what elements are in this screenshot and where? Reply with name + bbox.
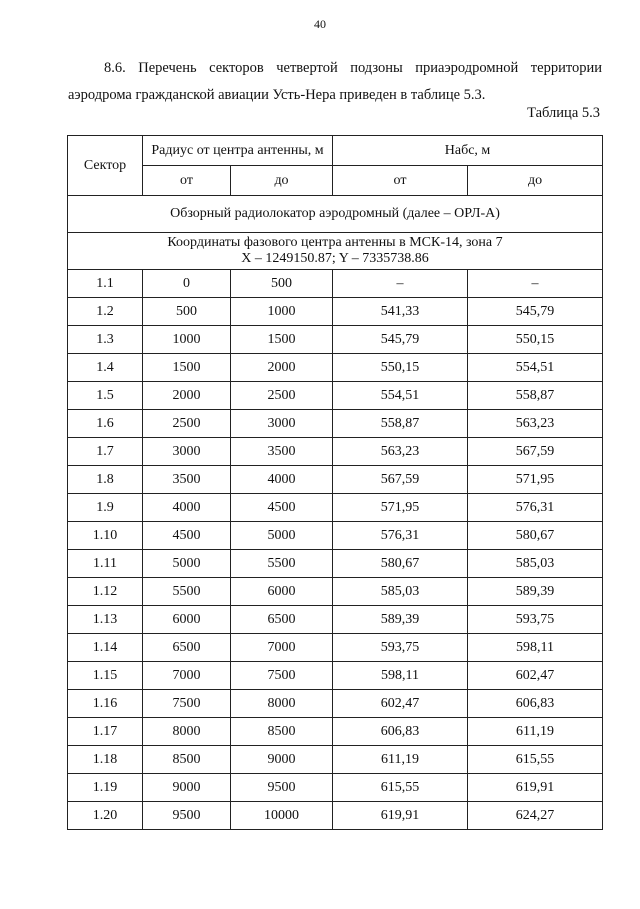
radius-to-cell: 7500 bbox=[231, 662, 333, 690]
intro-paragraph bbox=[68, 55, 602, 109]
radius-from-cell: 7500 bbox=[143, 690, 231, 718]
radius-from-cell: 3000 bbox=[143, 438, 231, 466]
intro-text: 8.6. Перечень секторов четвертой подзоны приаэродромной территории аэродрома гражданской авиации Усть-Нера приведен в таблице 5.3. bbox=[68, 60, 602, 103]
habs-from-cell: 563,23 bbox=[333, 438, 468, 466]
habs-to-cell: 606,83 bbox=[468, 690, 603, 718]
habs-to-cell: 593,75 bbox=[468, 606, 603, 634]
habs-from-cell: – bbox=[333, 270, 468, 298]
radius-from-cell: 5000 bbox=[143, 550, 231, 578]
habs-to-cell: 619,91 bbox=[468, 774, 603, 802]
habs-to-cell: 576,31 bbox=[468, 494, 603, 522]
habs-to-cell: – bbox=[468, 270, 603, 298]
table-row bbox=[68, 298, 603, 326]
table-row bbox=[68, 746, 603, 774]
habs-to-cell: 567,59 bbox=[468, 438, 603, 466]
table-row bbox=[68, 466, 603, 494]
table-row bbox=[68, 522, 603, 550]
sector-cell: 1.15 bbox=[68, 662, 143, 690]
sector-cell: 1.10 bbox=[68, 522, 143, 550]
header-radius-from: от bbox=[143, 166, 231, 196]
radius-to-cell: 500 bbox=[231, 270, 333, 298]
radius-from-cell: 500 bbox=[143, 298, 231, 326]
habs-to-cell: 589,39 bbox=[468, 578, 603, 606]
sectors-table bbox=[67, 135, 603, 830]
habs-from-cell: 554,51 bbox=[333, 382, 468, 410]
table-row bbox=[68, 494, 603, 522]
habs-from-cell: 611,19 bbox=[333, 746, 468, 774]
sector-cell: 1.17 bbox=[68, 718, 143, 746]
radius-to-cell: 6000 bbox=[231, 578, 333, 606]
radius-from-cell: 6500 bbox=[143, 634, 231, 662]
table-row bbox=[68, 550, 603, 578]
radius-to-cell: 6500 bbox=[231, 606, 333, 634]
radius-to-cell: 4000 bbox=[231, 466, 333, 494]
radius-from-cell: 7000 bbox=[143, 662, 231, 690]
radius-from-cell: 6000 bbox=[143, 606, 231, 634]
habs-to-cell: 602,47 bbox=[468, 662, 603, 690]
table-row bbox=[68, 578, 603, 606]
table-row bbox=[68, 802, 603, 830]
table-subheader-row bbox=[68, 166, 603, 196]
radius-from-cell: 5500 bbox=[143, 578, 231, 606]
habs-from-cell: 558,87 bbox=[333, 410, 468, 438]
habs-from-cell: 576,31 bbox=[333, 522, 468, 550]
radius-to-cell: 9000 bbox=[231, 746, 333, 774]
radius-from-cell: 2500 bbox=[143, 410, 231, 438]
table-row bbox=[68, 774, 603, 802]
sector-cell: 1.6 bbox=[68, 410, 143, 438]
sector-cell: 1.16 bbox=[68, 690, 143, 718]
radius-from-cell: 0 bbox=[143, 270, 231, 298]
habs-to-cell: 624,27 bbox=[468, 802, 603, 830]
radius-to-cell: 8000 bbox=[231, 690, 333, 718]
habs-from-cell: 580,67 bbox=[333, 550, 468, 578]
habs-from-cell: 602,47 bbox=[333, 690, 468, 718]
habs-to-cell: 585,03 bbox=[468, 550, 603, 578]
header-habs-to: до bbox=[468, 166, 603, 196]
table-row bbox=[68, 718, 603, 746]
radius-to-cell: 2500 bbox=[231, 382, 333, 410]
table-row bbox=[68, 354, 603, 382]
sector-cell: 1.4 bbox=[68, 354, 143, 382]
coordinates-row bbox=[68, 233, 603, 270]
table-row bbox=[68, 438, 603, 466]
radius-from-cell: 1000 bbox=[143, 326, 231, 354]
habs-to-cell: 563,23 bbox=[468, 410, 603, 438]
habs-to-cell: 598,11 bbox=[468, 634, 603, 662]
table-row bbox=[68, 326, 603, 354]
habs-to-cell: 611,19 bbox=[468, 718, 603, 746]
sector-cell: 1.7 bbox=[68, 438, 143, 466]
habs-from-cell: 619,91 bbox=[333, 802, 468, 830]
sector-cell: 1.18 bbox=[68, 746, 143, 774]
habs-from-cell: 615,55 bbox=[333, 774, 468, 802]
habs-to-cell: 558,87 bbox=[468, 382, 603, 410]
table-row bbox=[68, 410, 603, 438]
radius-to-cell: 7000 bbox=[231, 634, 333, 662]
header-habs-from: от bbox=[333, 166, 468, 196]
coordinates-line-1: Координаты фазового центра антенны в МСК-14, зона 7 bbox=[167, 235, 503, 250]
page-number: 40 bbox=[314, 17, 326, 31]
habs-from-cell: 593,75 bbox=[333, 634, 468, 662]
habs-to-cell: 615,55 bbox=[468, 746, 603, 774]
habs-to-cell: 580,67 bbox=[468, 522, 603, 550]
habs-from-cell: 567,59 bbox=[333, 466, 468, 494]
radius-from-cell: 4000 bbox=[143, 494, 231, 522]
table-caption: Таблица 5.3 bbox=[527, 105, 600, 121]
radius-to-cell: 1000 bbox=[231, 298, 333, 326]
habs-from-cell: 589,39 bbox=[333, 606, 468, 634]
table-row bbox=[68, 270, 603, 298]
header-radius: Радиус от центра антенны, м bbox=[143, 136, 333, 166]
coordinates-line-2: X – 1249150.87; Y – 7335738.86 bbox=[241, 251, 429, 266]
radius-from-cell: 1500 bbox=[143, 354, 231, 382]
habs-from-cell: 545,79 bbox=[333, 326, 468, 354]
radius-to-cell: 4500 bbox=[231, 494, 333, 522]
habs-to-cell: 545,79 bbox=[468, 298, 603, 326]
section-row bbox=[68, 196, 603, 233]
radius-to-cell: 8500 bbox=[231, 718, 333, 746]
habs-from-cell: 598,11 bbox=[333, 662, 468, 690]
header-habs: Набс, м bbox=[333, 136, 603, 166]
habs-to-cell: 554,51 bbox=[468, 354, 603, 382]
table-row bbox=[68, 690, 603, 718]
habs-to-cell: 550,15 bbox=[468, 326, 603, 354]
radius-to-cell: 10000 bbox=[231, 802, 333, 830]
radius-from-cell: 8500 bbox=[143, 746, 231, 774]
sector-cell: 1.11 bbox=[68, 550, 143, 578]
radius-to-cell: 9500 bbox=[231, 774, 333, 802]
habs-to-cell: 571,95 bbox=[468, 466, 603, 494]
radius-to-cell: 2000 bbox=[231, 354, 333, 382]
radius-to-cell: 1500 bbox=[231, 326, 333, 354]
table-row bbox=[68, 662, 603, 690]
habs-from-cell: 571,95 bbox=[333, 494, 468, 522]
habs-from-cell: 550,15 bbox=[333, 354, 468, 382]
sector-cell: 1.19 bbox=[68, 774, 143, 802]
sector-cell: 1.2 bbox=[68, 298, 143, 326]
radius-to-cell: 5000 bbox=[231, 522, 333, 550]
sector-cell: 1.3 bbox=[68, 326, 143, 354]
section-title: Обзорный радиолокатор аэродромный (далее – ОРЛ-А) bbox=[68, 196, 603, 233]
sector-cell: 1.20 bbox=[68, 802, 143, 830]
radius-to-cell: 3500 bbox=[231, 438, 333, 466]
sector-cell: 1.9 bbox=[68, 494, 143, 522]
radius-to-cell: 3000 bbox=[231, 410, 333, 438]
sector-cell: 1.13 bbox=[68, 606, 143, 634]
radius-from-cell: 9000 bbox=[143, 774, 231, 802]
sector-cell: 1.1 bbox=[68, 270, 143, 298]
header-sector: Сектор bbox=[68, 136, 143, 196]
habs-from-cell: 541,33 bbox=[333, 298, 468, 326]
radius-from-cell: 9500 bbox=[143, 802, 231, 830]
radius-from-cell: 3500 bbox=[143, 466, 231, 494]
coordinates-cell bbox=[68, 233, 603, 270]
sector-cell: 1.14 bbox=[68, 634, 143, 662]
radius-from-cell: 2000 bbox=[143, 382, 231, 410]
sector-cell: 1.12 bbox=[68, 578, 143, 606]
sector-cell: 1.8 bbox=[68, 466, 143, 494]
sector-cell: 1.5 bbox=[68, 382, 143, 410]
table-row bbox=[68, 382, 603, 410]
table-row bbox=[68, 606, 603, 634]
radius-to-cell: 5500 bbox=[231, 550, 333, 578]
table-header-row bbox=[68, 136, 603, 166]
header-radius-to: до bbox=[231, 166, 333, 196]
radius-from-cell: 8000 bbox=[143, 718, 231, 746]
table-row bbox=[68, 634, 603, 662]
radius-from-cell: 4500 bbox=[143, 522, 231, 550]
habs-from-cell: 585,03 bbox=[333, 578, 468, 606]
habs-from-cell: 606,83 bbox=[333, 718, 468, 746]
